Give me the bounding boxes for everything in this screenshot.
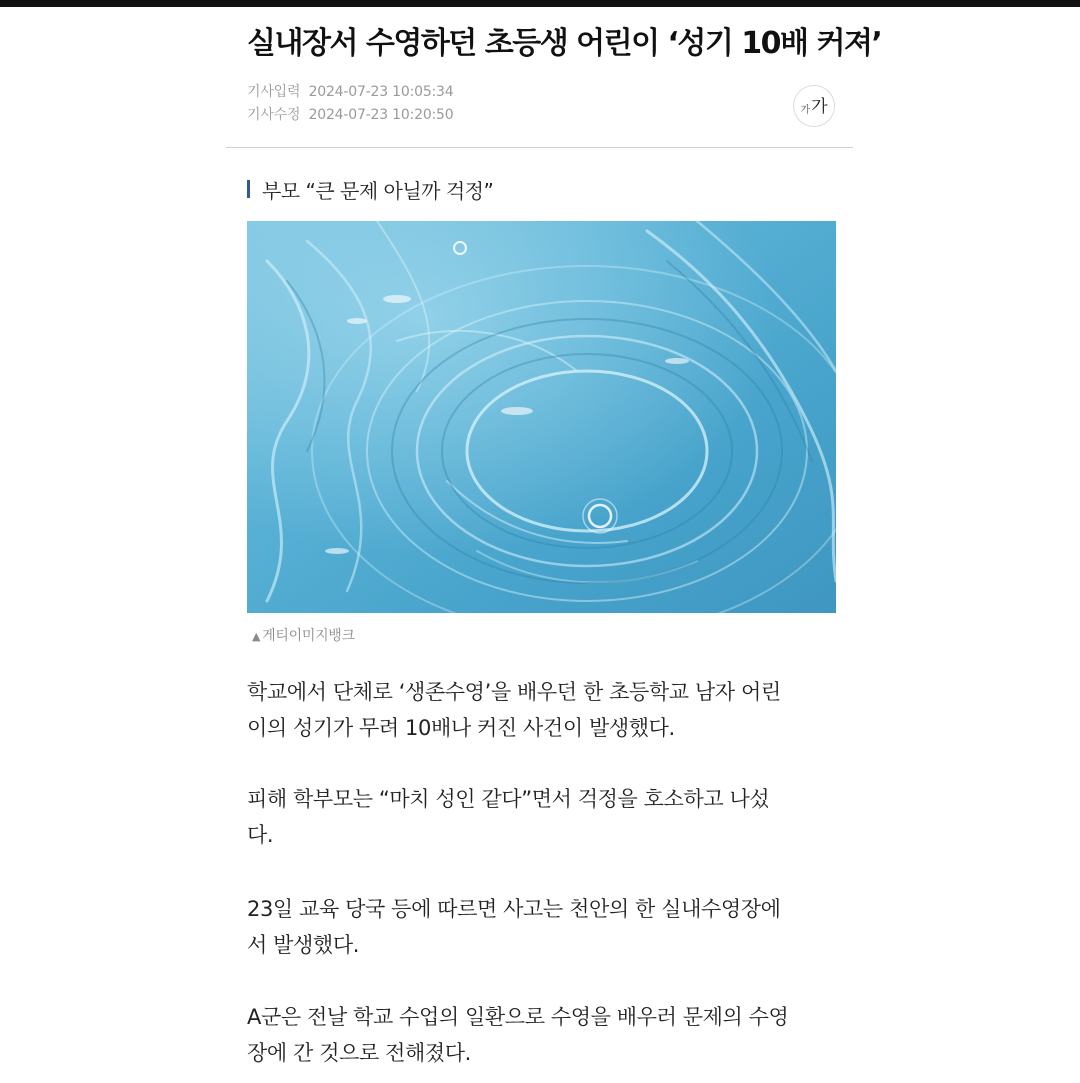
- water-ripple-illustration: [247, 221, 836, 613]
- created-label: 기사입력: [247, 84, 301, 100]
- paragraph-line: 이의 성기가 무려 10배나 커진 사건이 발생했다.: [247, 716, 675, 740]
- article-paragraph: [247, 781, 836, 853]
- paragraph-line: 장에 간 것으로 전해졌다.: [247, 1041, 471, 1065]
- paragraph-line: 서 발생했다.: [247, 933, 359, 957]
- font-size-small-glyph: 가: [800, 105, 811, 116]
- modified-time: 2024-07-23 10:20:50: [308, 107, 454, 123]
- article-subhead: [247, 175, 493, 203]
- top-status-bar: [0, 0, 1080, 7]
- article-paragraph: [247, 891, 836, 963]
- photo-caption: [252, 625, 355, 645]
- caption-triangle-icon: ▲: [252, 630, 261, 643]
- font-size-large-glyph: 가: [811, 97, 828, 117]
- subhead-accent-bar: [247, 180, 250, 198]
- paragraph-line: 피해 학부모는 “마치 성인 같다”면서 걱정을 호소하고 나섰: [247, 787, 770, 811]
- article-paragraph: [247, 674, 836, 746]
- paragraph-line: 23일 교육 당국 등에 따르면 사고는 천안의 한 실내수영장에: [247, 897, 781, 921]
- article-paragraph: [247, 999, 836, 1071]
- article-headline: 실내장서 수영하던 초등생 어린이 ‘성기 10배 커져’: [247, 26, 882, 61]
- created-time: 2024-07-23 10:05:34: [308, 84, 454, 100]
- article-created-date: [247, 81, 453, 101]
- article-photo-water-ripples: [247, 221, 836, 613]
- paragraph-line: 학교에서 단체로 ‘생존수영’을 배우던 한 초등학교 남자 어린: [247, 680, 781, 704]
- paragraph-line: A군은 전날 학교 수업의 일환으로 수영을 배우러 문제의 수영: [247, 1005, 789, 1029]
- header-divider: [226, 147, 853, 148]
- paragraph-line: 다.: [247, 823, 274, 847]
- caption-text: 게티이미지뱅크: [262, 628, 355, 644]
- font-size-button[interactable]: [793, 85, 835, 127]
- subhead-text: 부모 “큰 문제 아닐까 걱정”: [262, 178, 494, 203]
- article-modified-date: [247, 104, 453, 124]
- modified-label: 기사수정: [247, 107, 301, 123]
